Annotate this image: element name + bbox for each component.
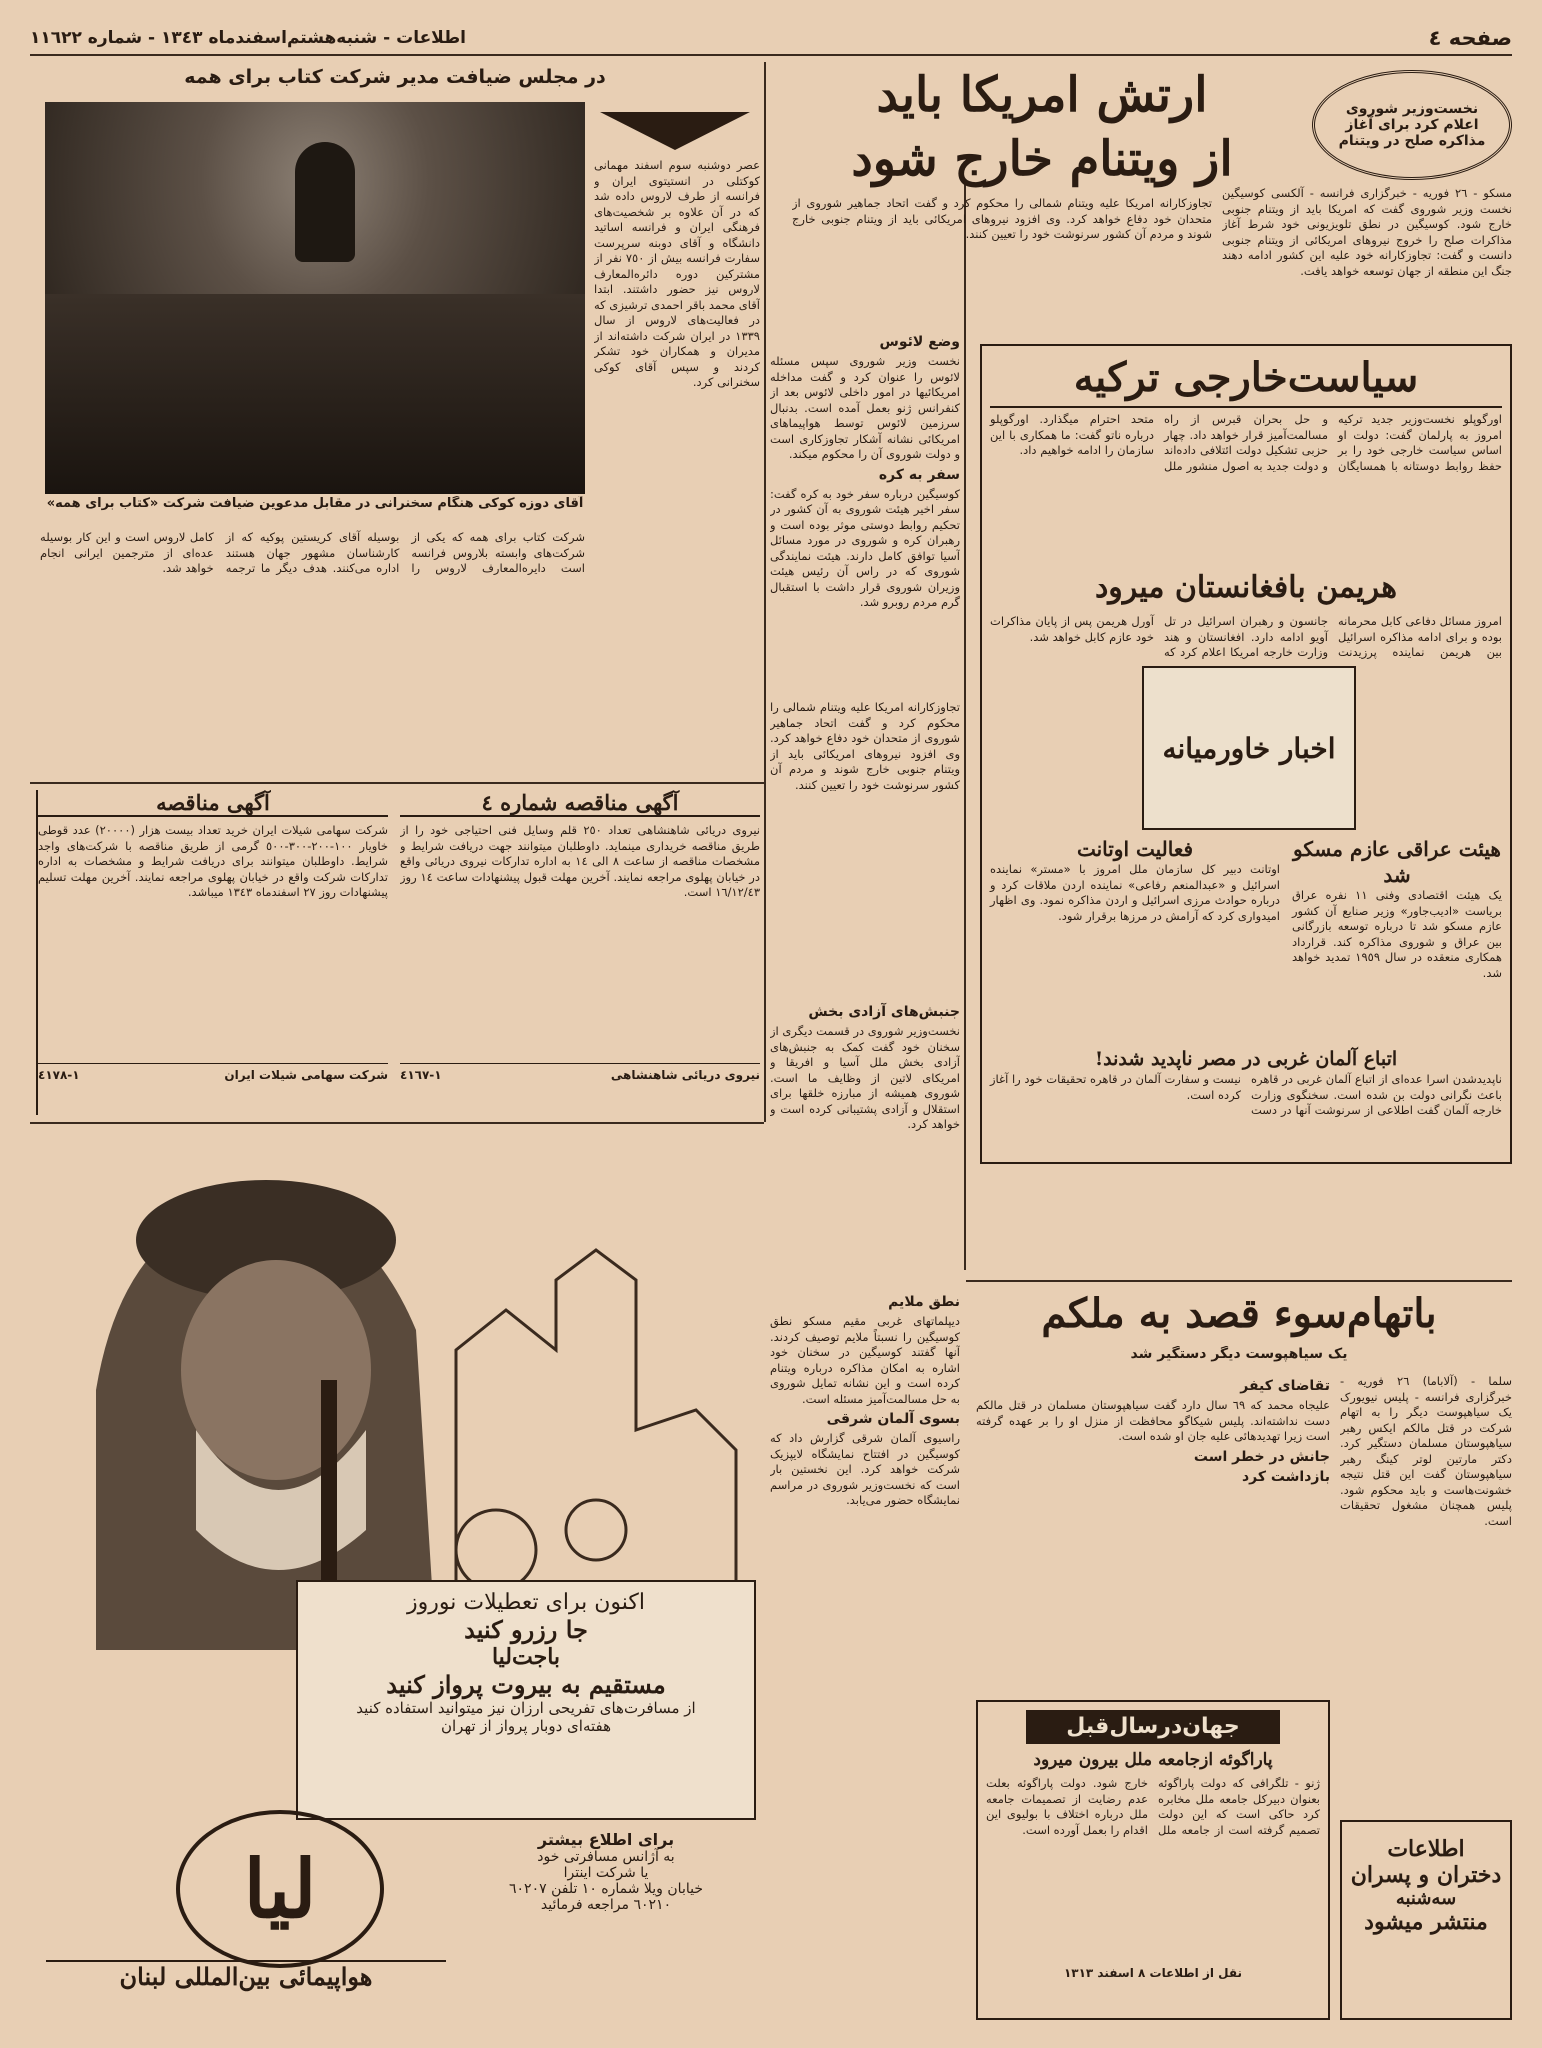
ad-info-1: برای اطلاع بیشتر [537,1830,675,1849]
middle-east-box [980,344,1512,1164]
lead-headline-1: ارتش امریکا باید [876,67,1208,123]
tender-body: شرکت سهامی شیلات ایران خرید تعداد بیست هزار (٢٠٠٠٠) عدد قوطی خاویار ١٠٠-٢٠٠-٣٠٠-٥٠٠ گرمی از طریق مناقصه با شرکت‌های واجد شرایط. داوطلبان میتوانند برای دریافت شرایط و مشخصات به اداره تدارکات شرکت واقع در خیابان پهلوی مراجعه نمایند. آخرین مهلت تسلیم پیشنهادات روز ٢٧ اسفندماه ١٣٤٣ میباشد. [38,823,388,899]
iraq-body: یک هیئت اقتصادی وفنی ١١ نفره عراق بریاست «ادیب‌جاور» وزیر صنایع آن کشور عازم مسکو شد تا درباره توسعه بازرگانی بین عراق و شوروی مذاکره کند. قرارداد همکاری منعقده در سال ١٩٥٩ تمدید خواهد شد. [1292,888,1502,980]
malcolm-sub-3: بازداشت کرد [1241,1468,1330,1485]
airline-ad [36,1130,760,2030]
ad-phone: ٦٠٢١٠ مراجعه فرمائید [540,1897,672,1913]
tender-code: ١-٤١٧٨ [38,1068,80,1082]
otant-section [990,836,1280,1036]
section-rule [966,1280,1512,1282]
germans-body: ناپدیدشدن اسرا عده‌ای از اتباع آلمان غربی در قاهره باعث نگرانی دولت بن شده است. سخنگوی وزارت خارجه آلمان گفت اطلاعی از سرنوشت آنها در دست نیست و سفارت آلمان در قاهره تحقیقات خود را آغاز کرده است. [990,1072,1502,1117]
malcolm-headline: باتهام‌سوء قصد به ملکم [1041,1290,1437,1337]
world-box [976,1700,1330,2020]
world-title: پاراگوئه ازجامعه ملل بیرون میرود [1033,1750,1273,1770]
daughters-box [1340,1820,1512,2020]
afghan-headline: هریمن بافغانستان میرود [1094,570,1398,605]
tender-4-code: ١-٤١٦٧ [400,1068,442,1082]
laos-body: نخست وزیر شوروی سپس مسئله لائوس را عنوان کرد و گفت مداخله امریکائیها در امور داخلی لائوس بعد از کنفرانس ژنو بعمل آمده است. بدنبال سرزمین لائوس توسط هواپیماهای امریکائی نشانه آشکار تجاوزکاری است و دولت شوروی آن را محکوم میکند. [770,354,960,461]
middle-continuation: تجاوزکارانه امریکا علیه ویتنام شمالی را محکوم کرد و گفت اتحاد جماهیر شوروی از متحدان خود دفاع خواهد کرد. وی افزود نیروهای امریکائی باید از ویتنام جنوبی خارج شوند و مردم آن کشور سرنوشت خود را تعیین کنند. [770,700,960,792]
lead-body-1: مسکو - ٢٦ فوریه - خبرگزاری فرانسه - آلکسی کوسیگین نخست وزیر شوروی گفت که امریکا باید از ویتنام جنوبی خارج شود. کوسیگین در نطق تلویزیونی خود شرط آغاز مذاکرات صلح را خروج نیروهای امریکائی از ویتنام جنوبی دانست و گفت: تجاوزکارانه خود علیه این کشور ادامه دهند جنگ این منطقه از جهان توسعه خواهد یافت. [1222,186,1512,278]
tender-4-signature: نیروی دریائی شاهنشاهی [610,1068,760,1082]
turkey-body: اورگوپلو نخست‌وزیر جدید ترکیه امروز به پارلمان گفت: دولت او اساس سیاست خارجی خود را بر حفظ روابط دوستانه با همسایگان و حل بحران قبرس از راه مسالمت‌آمیز قرار خواهد داد. چهار حزبی تشکیل دولت ائتلافی داده‌اند و دولت جدید به اصول منشور ملل متحد احترام میگذارد. اورگوپلو درباره ناتو گفت: ما همکاری با این سازمان را ادامه خواهیم داد. [990,412,1502,473]
arrow-down-icon [600,112,750,152]
iraq-section [1292,836,1502,1036]
ad-line-1: اکنون برای تعطیلات نوروز [407,1590,645,1615]
speaker-photo [45,102,585,494]
daughters-line-2: دختران و پسران [1350,1862,1502,1888]
malcolm-sub-2: جانش در خطر است [1193,1448,1330,1465]
ad-line-4: مستقیم به بیروت پرواز کنید [386,1670,666,1699]
photo-story-body-2: شرکت کتاب برای همه که یکی از شرکت‌های وابسته بلاروس فرانسه است دایره‌المعارف لاروس را بوسیله آقای کریستین پوکیه که از کارشناسان مشهور جهان هستند اداره می‌کنند. هدف دیگر ما ترجمه کامل لاروس است و این کار بوسیله عده‌ای از مترجمین ایرانی انجام خواهد شد. [40,530,585,575]
ad-text-box [296,1580,756,1820]
arrow-marker [600,112,750,152]
speaker-figure [295,142,355,262]
malcolm-body: سلما - (آلاباما) ٢٦ فوریه - خبرگزاری فرانسه - پلیس نیویورک یک سیاهپوست دیگر را به اتهام شرکت در قتل مالکم ایکس رهبر سیاهپوستان مسلمان دستگیر کرد. دکتر مارتین لوتر کینگ رهبر سیاهپوستان گفت این قتل نتیجه خشونت‌هاست و باید محکوم شود. پلیس همچنان مشغول تحقیقات است. [1340,1374,1512,1528]
movements-body: نخست‌وزیر شوروی در قسمت دیگری از سخنان خود گفت کمک به جنبش‌های آزادی بخش ملل آسیا و افریقا و امریکای لاتین از وظایف ما است. شوروی همیشه از مبارزه خلقها برای استقلال و آزادی پشتیبانی کرده است و خواهد کرد. [770,1024,960,1131]
lead-headline-2: از ویتنام خارج شود [851,131,1233,187]
paper-info: اطلاعات - شنبه‌هشتم‌اسفندماه ١٣٤٣ - شماره ١١٦٢٢ [30,28,466,48]
tender-4-title: آگهی مناقصه شماره ٤ [400,790,760,817]
world-banner: جهان‌در‌سال‌قبل [1026,1710,1280,1744]
ad-line-2: جا رزرو کنید [464,1615,588,1644]
world-body: ژنو - تلگرافی که دولت پاراگوئه بعنوان دبیرکل جامعه ملل مخابره کرد حاکی است که این دولت تصمیم گرفته است از جامعه ملل خارج شود. دولت پاراگوئه بعلت عدم رضایت از تصمیمات جامعه ملل درباره اختلاف با بولیوی این اقدام را بعمل آورده است. [986,1776,1320,1837]
old-man-illustration [36,1130,760,1650]
malcolm-subtitle: یک سیاهپوست دیگر دستگیر شد [1130,1346,1348,1362]
lia-logo: لیا [176,1810,384,1968]
malcolm-subsections [976,1374,1330,1694]
germans-section [990,1046,1502,1156]
page-header [30,22,1512,56]
tender-ad [36,790,388,1115]
ad-line-5: از مسافرت‌های تفریحی ارزان نیز میتوانید استفاده کنید [356,1699,696,1717]
malcolm-sub-1: تقاضای کیفر [1240,1378,1330,1394]
photo-story-body: عصر دوشنبه سوم اسفند مهمانی کوکتلی در انستیتوی ایران و فرانسه از طرف لاروس داده شد که در آن علاوه بر شخصیت‌های فرهنگی ایران و فرانسه اساتید دانشگاه و آقای دوبنه سرپرست سفارت فرانسه بیش از ٧٥٠ نفر از مشترکین دوره دائره‌المعارف لاروس نیز حضور داشتند. ابتدا آقای محمد باقر احمدی ترشیزی که در فعالیت‌های لاروس از سال ١٣٣٩ در ایران شرکت داشته‌اند از مدیران و همکاران خود تشکر کردند و سپس آقای کوکی سخنرانی کرد. [594,158,760,389]
airline-name: هواپیمائی بین‌المللی لبنان [46,1960,446,2002]
tender-footer [38,1063,388,1082]
malcolm-body-2: علیجاه محمد که ٦٩ سال دارد گفت سیاهپوستان مسلمان در قتل مالکم دست نداشته‌اند. پلیس شیکاگو محافظت از منزل او را بر عهده گرفته است زیرا تهدیدهائی علیه جان او شده است. [976,1398,1330,1443]
ad-line-3: باجت‌لیا [491,1644,561,1670]
tender-title: آگهی مناقصه [38,790,388,817]
section-rule [30,782,764,784]
korea-heading: سفر به کره [878,466,960,483]
photo-story-title: در مجلس ضیافت مدیر شرکت کتاب برای همه [184,66,606,88]
laos-section [770,330,960,690]
eastgermany-body: راسیوی آلمان شرقی گزارش داد که کوسیگین در افتتاح نمایشگاه لایپزیک شرکت خواهد کرد. این نخستین بار است که نخست‌وزیر شوروی در مراسم نمایشگاه حضور می‌یابد. [770,1431,960,1507]
column-rule [764,62,766,1122]
ad-info-3: یا شرکت اینترا [563,1865,649,1881]
tender-4-ad [400,790,760,1115]
iraq-headline: هیئت عراقی عازم مسکو شد [1293,837,1501,887]
tender-signature: شرکت سهامی شیلات ایران [224,1068,388,1082]
daughters-line-3: سه‌شنبه [1395,1888,1457,1909]
speech-heading: نطق ملایم [888,1294,960,1310]
middle-lower-section [770,700,960,1280]
laos-heading: وضع لائوس [879,334,960,350]
tender-4-footer [400,1063,760,1082]
daughters-line-1: اطلاعات [1387,1836,1465,1862]
ad-info-2: به آژانس مسافرتی خود [537,1849,675,1865]
speech-body: دیپلماتهای غربی مقیم مسکو نطق کوسیگین را نسبتاً ملایم توصیف کردند. آنها گفتند کوسیگین در سخنان خود اشاره به امکان مذاکره درباره ویتنام کرده است و این نشانه تمایل شوروی به حل مسالمت‌آمیز مسئله است. [770,1314,960,1406]
section-rule [30,1122,764,1124]
ad-line-6: هفته‌ای دوبار پرواز از تهران [440,1717,612,1735]
turkey-headline: سیاست‌خارجی ترکیه [990,350,1502,408]
eastgermany-heading: بسوی آلمان شرقی [826,1411,960,1427]
germans-headline: اتباع آلمان غربی در مصر ناپدید شدند! [1094,1048,1398,1070]
middle-bottom-section [770,1290,960,2020]
page-number: صفحه ٤ [1428,26,1512,50]
ad-address: خیابان ویلا شماره ١٠ تلفن ٦٠٢٠٧ [509,1881,703,1897]
photo-caption: آقای دوزه کوکی هنگام سخنرانی در مقابل مدعوین ضیافت شرکت «کتاب برای همه» [46,496,584,511]
daughters-line-4: منتشر میشود [1364,1909,1488,1935]
otant-body: اوتانت دبیر کل سازمان ملل امروز با «مستر» نماینده اسرائیل و «عبدالمنعم رفاعی» نماینده اردن ملاقات کرد و درباره حوادث مرزی اسرائیل و اردن مذاکره نمود. وی اظهار امیدواری کرد که آرامش در مرزها برقرار شود. [990,862,1280,923]
audience-shape [45,294,585,494]
movements-heading: جنبش‌های آزادی بخش [808,1004,960,1020]
otant-headline: فعالیت اوتانت [1076,837,1194,861]
world-source: نقل از اطلاعات ٨ اسفند ١٣١٣ [1063,1966,1243,1980]
map-inset: اخبار خاورمیانه [1142,666,1356,830]
lead-corner-box: نخست‌وزیر شوروی اعلام کرد برای آغاز مذاکره صلح در ویتنام [1312,70,1512,180]
ad-info [466,1830,746,2010]
tender-4-body: نیروی دریائی شاهنشاهی تعداد ٢٥٠ قلم وسایل فنی احتیاجی خود را از طریق مناقصه خریداری مینماید. داوطلبان میتوانند جهت دریافت شرایط و مشخصات مناقصه از ساعت ٨ الی ١٤ به اداره تدارکات نیروی دریائی واقع در خیابان پهلوی مراجعه نمایند. آخرین مهلت قبول پیشنهادات ساعت ١٤ روز ١٦/١٢/٤٣ است. [400,823,760,899]
korea-body: کوسیگین درباره سفر خود به کره گفت: سفر اخیر هیئت شوروی به آن کشور در تحکیم روابط دوستی موثر بوده است و رهبران کره و شوروی در مورد مسائل آسیا توافق کامل دارند. هیئت نمایندگی شوروی که در راس آن رئیس هیئت وزیران شوروی قرار داشت با استقبال گرم مردم روبرو شد. [770,486,960,609]
afghan-body: امروز مسائل دفاعی کابل محرمانه بوده و برای ادامه مذاکره اسرائیل بین هریمن نماینده پرزیدنت جانسون و رهبران اسرائیل در تل آویو ادامه دارد. افغانستان و هند وزارت خارجه امریکا اعلام کرد که آورل هریمن پس از پایان مذاکرات خود عازم کابل خواهد شد. [990,614,1502,659]
lead-body-2: تجاوزکارانه امریکا علیه ویتنام شمالی را محکوم کرد و گفت اتحاد جماهیر شوروی از متحدان خود دفاع خواهد کرد. وی افزود نیروهای امریکائی باید از ویتنام جنوبی خارج شوند و مردم آن کشور سرنوشت خود را تعیین کنند. [792,196,1212,241]
column-rule [964,180,966,1270]
